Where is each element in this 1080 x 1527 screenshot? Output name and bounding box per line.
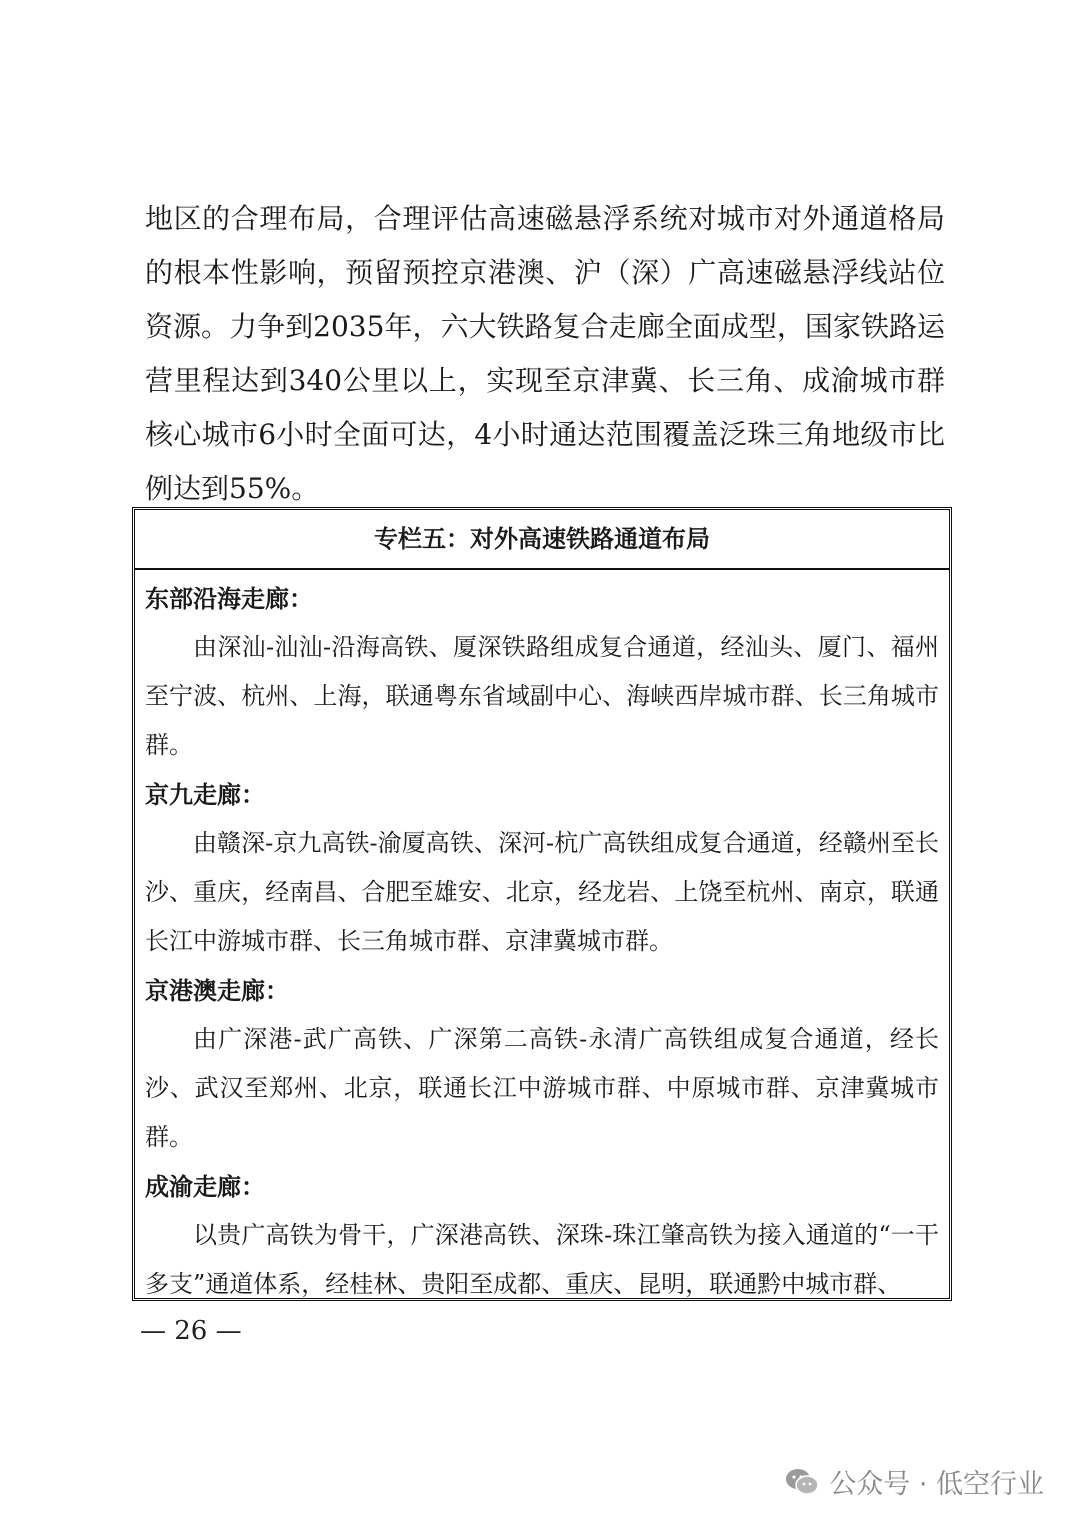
- section-text-jingjiu: 由赣深-京九高铁-渝厦高铁、深河-杭广高铁组成复合通道，经赣州至长沙、重庆，经南昌、合肥至雄安、北京，经龙岩、上饶至杭州、南京，联通长江中游城市群、长三角城市群、京津冀城市群。: [145, 829, 939, 955]
- watermark: [785, 1462, 1044, 1501]
- section-text-chengyu: 以贵广高铁为骨干，广深港高铁、深珠-珠江肇高铁为接入通道的“一干多支”通道体系，经桂林、贵阳至成都、重庆、昆明，联通黔中城市群、: [145, 1221, 939, 1298]
- column-box: [132, 507, 952, 1301]
- section-text-east-coast: 由深汕-汕汕-沿海高铁、厦深铁路组成复合通道，经汕头、厦门、福州至宁波、杭州、上海，联通粤东省域副中心、海峡西岸城市群、长三角城市群。: [145, 633, 939, 759]
- page-number: — 26 —: [140, 1316, 242, 1346]
- column-title: 专栏五：对外高速铁路通道布局: [135, 510, 949, 570]
- body-text: [145, 192, 945, 516]
- section-heading-east-coast: 东部沿海走廊：: [145, 584, 313, 613]
- body-paragraph: 地区的合理布局，合理评估高速磁悬浮系统对城市对外通道格局的根本性影响，预留预控京港澳、沪（深）广高速磁悬浮线站位资源。力争到2035年，六大铁路复合走廊全面成型，国家铁路运营里程达到340公里以上，实现至京津冀、长三角、成渝城市群核心城市6小时全面可达，4小时通达范围覆盖泛珠三角地级市比例达到55%。: [145, 202, 945, 505]
- column-content: [135, 570, 949, 1301]
- watermark-text: 公众号 · 低空行业: [829, 1469, 1044, 1500]
- section-heading-jinggangao: 京港澳走廊：: [145, 976, 289, 1005]
- section-heading-chengyu: 成渝走廊：: [145, 1172, 265, 1201]
- section-text-jinggangao: 由广深港-武广高铁、广深第二高铁-永清广高铁组成复合通道，经长沙、武汉至郑州、北京，联通长江中游城市群、中原城市群、京津冀城市群。: [145, 1025, 939, 1151]
- section-heading-jingjiu: 京九走廊：: [145, 780, 265, 809]
- wechat-icon: [785, 1467, 819, 1497]
